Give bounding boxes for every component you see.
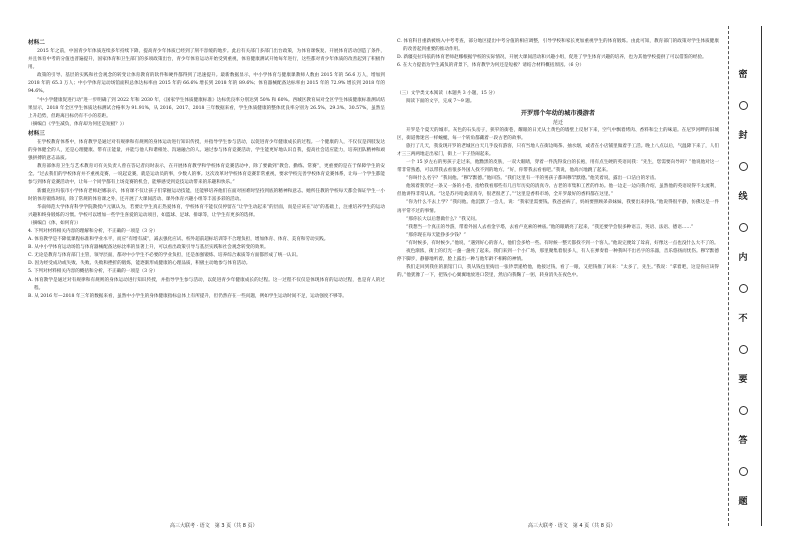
binding-notice xyxy=(732,60,754,517)
story-paragraph-7: “那你长大以后想做什么？”我又问。 xyxy=(406,216,480,222)
question-4-option-a: A. 体育教学是不降低课程标准和学业水平，而应“有增有减”，减去强化应试、校外超前超标培训等不合理负担，增加体育、体育、美育和劳动实践。 xyxy=(28,237,329,243)
story-paragraph-5: 他领着我穿过一条又一条的小巷，指给我看那些有几百年历史的清真寺、古老的市集和工匠的作坊。他一边走一边向我介绍，虽然他的英语说得不太流利，但他讲得非常认真。“这是苏丹哈桑清真寺，很老很老了。”“这里是香料市场，全开罗最好的香料都在这里。” xyxy=(397,184,719,198)
story-paragraph-3: 一个 15 岁左右的男孩子走过来，他黝黑的皮肤，一双大眼睛，穿着一件洗得发白的长袍，用有点生硬的英语问我：“先生，您需要向导吗？”他说他对这一带非常熟悉，可以带我去看很多外国人找不到的地方。“好，你带我去看看吧。”我说，他高兴地跳了起来。 xyxy=(397,159,719,174)
binding-char: 封 xyxy=(738,131,748,141)
material-3-paragraph-4: 华南师范大学体育科学学院教授卢元镇认为，若要让学生真正热爱体育，学校体育不能仅仅停留在“让学生动起来”的层面，而是应该在“动”的基础上，注重培养学生的运动兴趣和终身锻炼的习惯。学校可以增加一些学生喜爱的运动项目，如篮球、足球、排球等，让学生有更多的选择。 xyxy=(28,204,385,218)
question-4: 4. 下列对材料相关内容的理解和分析，不正确的一项是（3 分） xyxy=(28,228,158,234)
binding-edge-line xyxy=(761,26,762,526)
question-5-option-a: A. 体育教学是通过对有规律和有规则的身体运动进行知识传授，并指导学生参与活动，以促进青少年健康成长的过程。这一过程不仅仅是体现体育的运动过程，也是育人的过程。 xyxy=(28,277,385,291)
binding-circle xyxy=(739,345,748,354)
page-3-footer: 高三大联考 · 语文 第 3 页（共 8 页） xyxy=(170,523,258,529)
page-4-footer: 高三大联考 · 语文 第 4 页（共 8 页） xyxy=(528,523,616,529)
binding-char: 内 xyxy=(738,253,748,263)
story-paragraph-9: “那你现在每天能挣多少钱？” xyxy=(406,232,466,238)
material-2-paragraph-2: 政策的引导、基层的实践和社会观念的转变让体育教育的软件和硬件都得到了迅速提升。最新数据显示，中小学体育与健康课教师人数由 2015 年的 56.6 万人，增加到 2018 年的 65.3 万人；中小学体育运动场馆面积总体达标率由 2015 年的 66.6% 增长到 2018 年的 89.6%；体育器械配备达标率由 2015 年的 72.9% 增长到 2018 年的 94.6%。 xyxy=(28,73,385,95)
question-6: 6. 在大力提倡为学生减负的背景下，体育教学为何还是短板？请结合材料概括原因。（6 分） xyxy=(397,63,585,69)
story-author: 范迁 xyxy=(552,119,563,126)
story-title: 开罗那个年幼的城市漫游者 xyxy=(520,109,596,117)
material-2-heading: 材料二 xyxy=(28,40,45,46)
story-paragraph-1: 开罗是个夏天的城市。灰色的石头房子，狭窄的街巷，耀眼的日光从土黄色的墙壁上反射下来，空气中飘着烤肉、香料和尘土的味道。在尼罗河畔的旧城区，街道像迷宫一样蜿蜒，每一个转角都藏着一段古老的故事。 xyxy=(397,127,719,141)
story-paragraph-10: “有时候多，有时候少。”他说，“遇到好心的客人，他们会多给一些。有时候一整天都找不到一个客人。”他说完便耸了耸肩，好像这一点也没什么大不了的。 xyxy=(406,240,719,246)
material-3-heading: 材料三 xyxy=(28,130,45,137)
binding-circle xyxy=(739,284,748,293)
question-5-option-c: C. 体育科目重新被纳入中考考查，部分地区提出中考分值的相应调整，引导学校和家长更加重视学生的体育锻炼。由此可知，教育部门的政策对学生体质健康的改善起到重要的推动作用。 xyxy=(397,39,719,53)
binding-circle xyxy=(739,162,748,171)
material-3-paragraph-1: 在学校教育体系中，体育教学是通过对有规律和有规则的身体运动进行知识传授，并指导学生参与活动，以促进青少年健康成长的过程。一个健康的人，不仅仅是四肢发达的身体健全的人，还是心理健康、带有正能量，并能与他人和谐相处、沟通融合的人。通过参与体育竞赛活动，学生能更好地认识自我，提高社会适应能力，培养团队精神和顽强拼搏的意志品质。 xyxy=(28,139,385,162)
binding-circle xyxy=(739,223,748,232)
binding-circle xyxy=(739,406,748,415)
question-4-option-d: D. 因为经受成功或失败、失败、失败和挫折的锻炼，能逐渐形成健康的心理品质，积极主动地参与体育活动。 xyxy=(28,261,251,267)
binding-char: 答 xyxy=(738,436,748,446)
story-paragraph-6: “你为什么不去上学？”我问他。他沉默了一会儿，说：“我家里需要钱。我爸爸病了，妈妈要照顾弟弟妹妹，我要出来挣钱。”他说得很平静，仿佛这是一件再平常不过的事情。 xyxy=(397,200,719,214)
question-4-option-b: B. 从中小学体育运动场馆与体育器械配备达标比率的显著上升，可以看出政策引导与基层实践和社会观念转变的效果。 xyxy=(28,245,269,251)
material-3-source: （摘编自《体，如何育》） xyxy=(28,220,81,226)
material-2-paragraph-3: “中小学健康促进行动”进一步明确了到 2022 年和 2030 年，《国家学生体质健康标准》达标优良率分别达到 50% 和 60%。西城区教育局对全区学生体质健康标准测试结果显示，2018 年全区学生体质达标测试合格率为 91.91%，从 2016、2017、2018 三年数据来看，学生体质健康的整体优良率分别为 26.5%、29.3%、30.57%，虽然呈上升趋势，但距离目标仍有不小的差距。 xyxy=(28,97,385,119)
question-4-option-c: C. 无论是教育与体育部门主管，领导层面，都对中小学生不必要的学业负担，还是加强锻炼、培养综合素质等方面都形成了统一认识。 xyxy=(28,253,301,259)
binding-char: 线 xyxy=(738,192,748,202)
binding-dashed-line xyxy=(728,26,729,526)
right-page-column xyxy=(397,38,719,516)
material-3-paragraph-3: 新疆克拉玛依市小学体育老师赵娜表示，体育课不仅让孩子们掌握运动技能，还能够培养他们在面对困难时坚持到底的精神和意志。她所任教的学校每天都会保证学生一小时的体育锻炼时间，除了常规的体育课之外，还开展了大课间活动、课外体育兴趣小组等丰富多彩的活动。 xyxy=(28,188,385,202)
material-2-source: （摘编自《学生减负，体育却为何还是短板？》） xyxy=(28,121,127,127)
story-paragraph-12: 我们走回到我住的旅馆门口，我从钱包里掏出一张钞票递给他，他接过钱，看了一眼，又把钱推了回来：“太多了，先生。”我说：“拿着吧，这是你应该得的。”他犹豫了一下，把钱小心翼翼地放进口袋里，然后向我鞠了一躬，转身消失在夜色中。 xyxy=(397,265,719,279)
binding-char: 题 xyxy=(738,497,748,507)
left-page-column xyxy=(28,38,385,516)
story-paragraph-8: “我想当一个真正的导游，带着外国人去看金字塔，去看卢克索的神庙。”他的眼睛亮了起来，“我还要学会很多种语言，英语、法语、德语……” xyxy=(406,224,694,230)
binding-char: 要 xyxy=(738,375,748,385)
binding-circle xyxy=(739,467,748,476)
question-5-option-b: B. 从 2016 年—2018 年三年的数据来看，虽然中小学生的身体健康指标总体上有所提升，但仍然存在一些问题，例如学生运动时间不足，运动强度不够等。 xyxy=(28,293,347,299)
material-3-paragraph-2: 教育部体育卫生与艺术教育司有关负责人曾在答记者问时表示，在开展体育教学和学校体育竞赛活动中，除了要做到“教会、勤练、常赛”，更重要的是在于保障学生的安全。“过去我们的学校体育并不重视竞赛，一说起竞赛，就是运动员的事，少数人的事。这次改革对学校体育竞赛非常重视，要求学校完善学校体育竞赛体系，让每一个学生都能参与到体育竞赛活动中，让每一个同学都有上场竞赛的机会，能够感受到竞技运动带来的乐趣和快乐。” xyxy=(28,164,385,186)
section-3-heading: （三）文学类文本阅读（本题共 3 小题，15 分） xyxy=(397,91,498,97)
story-paragraph-2: 旅行了几天，我发现开罗的老城区白天几乎没有游客，只有当地人在街边喝茶、抽水烟，或者在小店铺里做着手工活。晚上八点以后，气温降下来了，人们才三三两两地走出家门，街上一下子热闹起来。 xyxy=(397,143,719,157)
binding-char: 不 xyxy=(738,314,748,324)
section-3-instruction: 阅读下面的文字，完成 7～9 题。 xyxy=(406,99,475,105)
story-paragraph-4: “你叫什么名字？”我问他。“穆罕默德。”他回答。“我们这里有一半的男孩子都叫穆罕默德。”他笑着说，露出一口洁白的牙齿。 xyxy=(406,176,659,182)
binding-char: 密 xyxy=(738,70,748,80)
question-5-option-d: D. 新疆克拉玛依的体育老师赵娜根据学校的实际情况，开展大课间活动和兴趣小组，促进了学生体育兴趣的培养，也为其他学校提供了可以借鉴的经验。 xyxy=(397,55,707,61)
material-2-paragraph-1: 2015 年之前，中国青少年体质连续多年持续下降，提高青少年体质已经到了刻不容缓的地步。此后有关部门多部门出台政策，为体育课恢复、开展体育活动创造了条件，并且体育中考的分值也普遍提升，国家体育和卫生部门的多项政策出台，青少年体育运动开始受到重视，体育健康测试开始每年进行，这些都对青少年体质的改善起到了积极作用。 xyxy=(28,49,385,71)
question-5: 5. 下列对材料相关内容的概括和分析，不正确的一项是（3 分） xyxy=(28,269,158,275)
story-paragraph-11: 夜色渐浓，街上的灯光一盏一盏亮了起来。我们来到一个小广场，那里聚集着很多人，有人在弹奏着一种我叫不出名字的乐器，音乐悠扬而忧伤。穆罕默德停下脚步，静静地听着，脸上露出一种与他年龄不相称的神情。 xyxy=(397,248,719,263)
binding-circle xyxy=(739,101,748,110)
